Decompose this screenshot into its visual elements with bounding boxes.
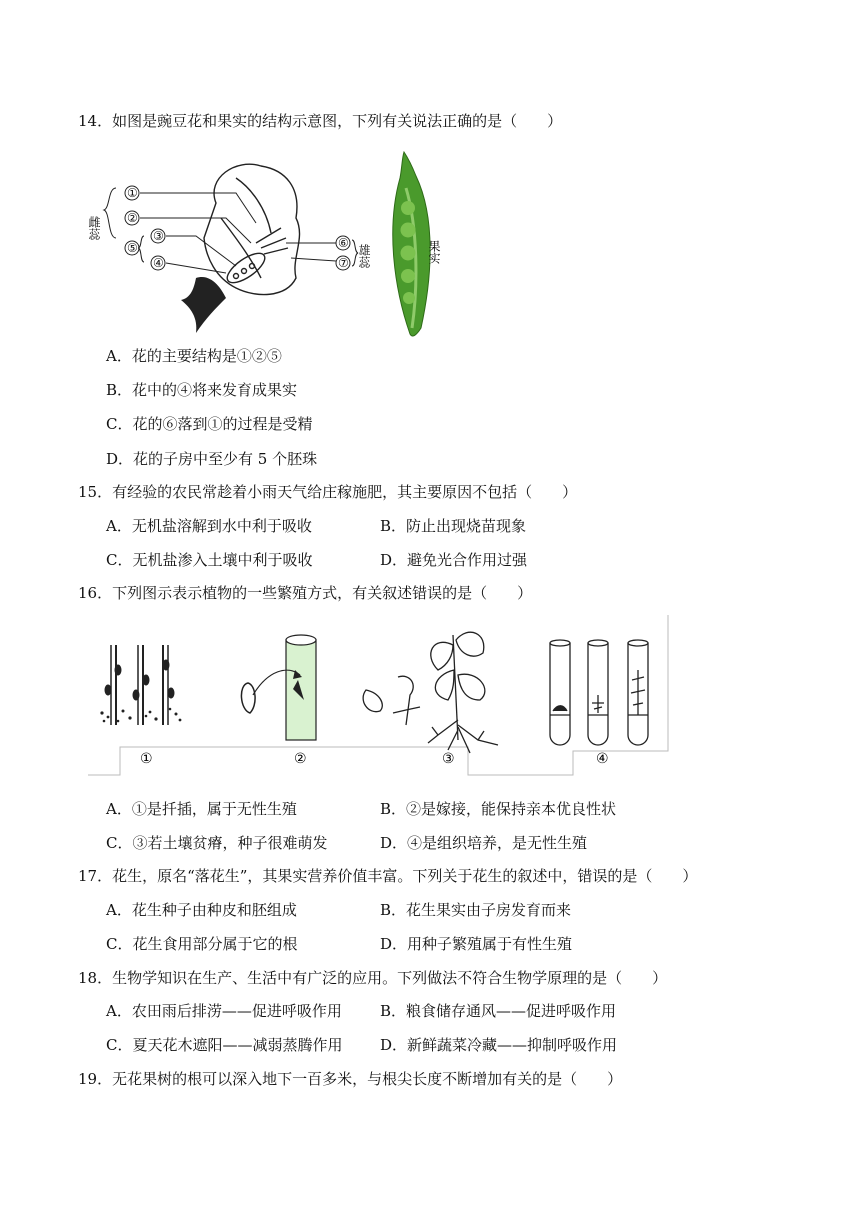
panel-4-tissue-culture xyxy=(550,640,648,745)
panel-2-grafting xyxy=(241,635,316,740)
panel-3-germination xyxy=(363,632,498,753)
num-1: ① xyxy=(127,186,138,200)
q17-option-a: A．花生种子由种皮和胚组成 xyxy=(106,901,297,919)
q18-option-b: B．粮食储存通风——促进呼吸作用 xyxy=(380,1002,617,1020)
panel-label-1: ① xyxy=(140,751,153,767)
num-7: ⑦ xyxy=(338,256,349,270)
q17-option-b: B．花生果实由子房发育而来 xyxy=(380,901,572,919)
q14-option-c: C．花的⑥落到①的过程是受精 xyxy=(106,415,313,433)
q16-option-a: A．①是扦插，属于无性生殖 xyxy=(106,800,297,818)
panel-1-cuttings xyxy=(98,645,183,725)
q18-option-c: C．夏天花木遮阳——减弱蒸腾作用 xyxy=(106,1036,343,1054)
pea-pod-drawing xyxy=(393,152,430,336)
panel-label-2: ② xyxy=(294,751,307,767)
pea-flower-drawing xyxy=(204,164,300,294)
num-3: ③ xyxy=(153,229,164,243)
num-5: ⑤ xyxy=(127,241,138,255)
receptacle-sepal xyxy=(181,277,226,333)
q14-option-b: B．花中的④将来发育成果实 xyxy=(106,381,298,399)
q18-option-d: D．新鲜蔬菜冷藏——抑制呼吸作用 xyxy=(380,1036,618,1054)
question-14-stem: 14．如图是豌豆花和果实的结构示意图，下列有关说法正确的是（ ） xyxy=(78,112,563,130)
question-17-stem: 17．花生，原名“落花生”，其果实营养价值丰富。下列关于花生的叙述中，错误的是（ ） xyxy=(78,867,698,885)
question-15-stem: 15．有经验的农民常趁着小雨天气给庄稼施肥，其主要原因不包括（ ） xyxy=(78,483,578,501)
panel-label-3: ③ xyxy=(442,751,455,767)
num-6: ⑥ xyxy=(338,236,349,250)
q17-option-c: C．花生食用部分属于它的根 xyxy=(106,935,298,953)
num-2: ② xyxy=(127,211,138,225)
q18-option-a: A．农田雨后排涝——促进呼吸作用 xyxy=(106,1002,342,1020)
q14-option-a: A．花的主要结构是①②⑤ xyxy=(106,347,282,365)
num-4: ④ xyxy=(153,256,164,270)
question-19-stem: 19．无花果树的根可以深入地下一百多米，与根尖长度不断增加有关的是（ ） xyxy=(78,1070,623,1088)
stamen-label: 雄蕊 xyxy=(357,244,371,268)
q15-option-a: A．无机盐溶解到水中利于吸收 xyxy=(106,517,312,535)
q16-option-b: B．②是嫁接，能保持亲本优良性状 xyxy=(380,800,617,818)
question-18-stem: 18．生物学知识在生产、生活中有广泛的应用。下列做法不符合生物学原理的是（ ） xyxy=(78,969,668,987)
plant-reproduction-figure xyxy=(88,615,673,780)
q15-option-d: D．避免光合作用过强 xyxy=(380,551,528,569)
q15-option-c: C．无机盐渗入土壤中利于吸收 xyxy=(106,551,313,569)
question-16-stem: 16．下列图示表示植物的一些繁殖方式，有关叙述错误的是（ ） xyxy=(78,584,533,602)
q16-option-d: D．④是组织培养，是无性生殖 xyxy=(380,834,588,852)
q15-option-b: B．防止出现烧苗现象 xyxy=(380,517,527,535)
panel-label-4: ④ xyxy=(596,751,609,767)
q17-option-d: D．用种子繁殖属于有性生殖 xyxy=(380,935,573,953)
q16-option-c: C．③若土壤贫瘠，种子很难萌发 xyxy=(106,834,328,852)
fruit-label: 果实 xyxy=(427,240,441,264)
q14-option-d: D．花的子房中至少有 5 个胚珠 xyxy=(106,450,318,468)
pistil-label: 雌蕊 xyxy=(87,216,101,240)
pea-flower-fruit-figure xyxy=(86,148,466,338)
